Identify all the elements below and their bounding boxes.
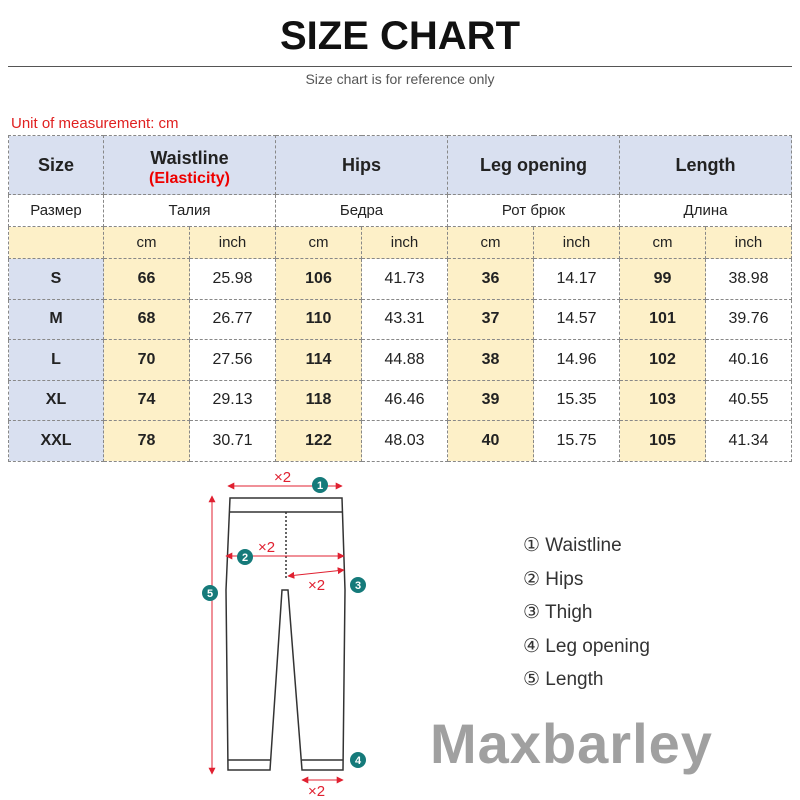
- header-waist: [104, 136, 276, 195]
- cm-cell: 105: [620, 421, 706, 462]
- cm-cell: 39: [448, 380, 534, 421]
- inch-cell: 14.17: [534, 259, 620, 300]
- x2-label: ×2: [258, 539, 276, 556]
- x2-label: ×2: [308, 783, 326, 800]
- size-cell: S: [9, 259, 104, 300]
- unit-cm: cm: [620, 227, 706, 259]
- ru-size: Размер: [9, 195, 104, 227]
- watermark: Maxbarley: [430, 712, 713, 775]
- legend-length: ⑤ Length: [523, 669, 604, 690]
- marker-4: 4: [354, 755, 362, 767]
- inch-cell: 30.71: [190, 421, 276, 462]
- unit-inch: inch: [706, 227, 792, 259]
- cm-cell: 102: [620, 340, 706, 381]
- header-leg: Leg opening: [448, 136, 620, 195]
- cm-cell: 78: [104, 421, 190, 462]
- inch-cell: 14.96: [534, 340, 620, 381]
- inch-cell: 29.13: [190, 380, 276, 421]
- size-table: [8, 135, 792, 462]
- unit-cm: cm: [276, 227, 362, 259]
- marker-2: 2: [241, 552, 249, 564]
- header-size: Size: [9, 136, 104, 195]
- cm-cell: 110: [276, 299, 362, 340]
- marker-5: 5: [206, 588, 214, 600]
- header-length: Length: [620, 136, 792, 195]
- thigh-arrow: [288, 570, 344, 576]
- header-row: [9, 136, 792, 195]
- header-hips: Hips: [276, 136, 448, 195]
- ru-length: Длина: [620, 195, 792, 227]
- inch-cell: 41.34: [706, 421, 792, 462]
- cm-cell: 106: [276, 259, 362, 300]
- table-row: [9, 340, 792, 381]
- ru-waist: Талия: [104, 195, 276, 227]
- table-row: [9, 421, 792, 462]
- inch-cell: 48.03: [362, 421, 448, 462]
- inch-cell: 38.98: [706, 259, 792, 300]
- inch-cell: 15.35: [534, 380, 620, 421]
- inch-cell: 46.46: [362, 380, 448, 421]
- subtitle: Size chart is for reference only: [305, 71, 495, 87]
- unit-inch: inch: [362, 227, 448, 259]
- size-cell: XXL: [9, 421, 104, 462]
- cm-cell: 38: [448, 340, 534, 381]
- cm-cell: 103: [620, 380, 706, 421]
- cm-cell: 37: [448, 299, 534, 340]
- size-cell: L: [9, 340, 104, 381]
- cm-cell: 122: [276, 421, 362, 462]
- unit-inch: inch: [534, 227, 620, 259]
- russian-row: [9, 195, 792, 227]
- pants-diagram: [190, 470, 390, 800]
- pants-outline: [226, 498, 345, 770]
- cm-cell: 74: [104, 380, 190, 421]
- cm-cell: 114: [276, 340, 362, 381]
- legend-hips: ② Hips: [523, 568, 584, 590]
- elasticity-note: (Elasticity): [149, 170, 230, 187]
- legend-leg-opening: ④ Leg opening: [523, 635, 650, 657]
- cm-cell: 118: [276, 380, 362, 421]
- ru-hips: Бедра: [276, 195, 448, 227]
- inch-cell: 39.76: [706, 299, 792, 340]
- marker-1: 1: [316, 480, 324, 492]
- legend-waistline: ① Waistline: [523, 535, 622, 556]
- inch-cell: 43.31: [362, 299, 448, 340]
- cm-cell: 66: [104, 259, 190, 300]
- cm-cell: 36: [448, 259, 534, 300]
- waist-label: Waistline: [150, 148, 229, 168]
- cm-cell: 68: [104, 299, 190, 340]
- cm-cell: 99: [620, 259, 706, 300]
- inch-cell: 25.98: [190, 259, 276, 300]
- inch-cell: 41.73: [362, 259, 448, 300]
- legend-thigh: ③ Thigh: [523, 602, 593, 623]
- measurement-legend: [523, 535, 650, 703]
- divider: [8, 66, 792, 67]
- x2-label: ×2: [274, 470, 292, 486]
- cm-cell: 40: [448, 421, 534, 462]
- cm-cell: 101: [620, 299, 706, 340]
- unit-note: Unit of measurement: cm: [11, 115, 179, 132]
- inch-cell: 44.88: [362, 340, 448, 381]
- unit-row: [9, 227, 792, 259]
- table-row: [9, 299, 792, 340]
- unit-cm: cm: [104, 227, 190, 259]
- page-title: SIZE CHART: [280, 14, 520, 58]
- unit-blank: [9, 227, 104, 259]
- inch-cell: 15.75: [534, 421, 620, 462]
- inch-cell: 40.55: [706, 380, 792, 421]
- unit-cm: cm: [448, 227, 534, 259]
- inch-cell: 14.57: [534, 299, 620, 340]
- unit-inch: inch: [190, 227, 276, 259]
- inch-cell: 40.16: [706, 340, 792, 381]
- cm-cell: 70: [104, 340, 190, 381]
- inch-cell: 26.77: [190, 299, 276, 340]
- size-cell: XL: [9, 380, 104, 421]
- inch-cell: 27.56: [190, 340, 276, 381]
- ru-leg: Рот брюк: [448, 195, 620, 227]
- table-row: [9, 259, 792, 300]
- table-row: [9, 380, 792, 421]
- size-cell: M: [9, 299, 104, 340]
- marker-3: 3: [354, 580, 362, 592]
- x2-label: ×2: [308, 577, 326, 594]
